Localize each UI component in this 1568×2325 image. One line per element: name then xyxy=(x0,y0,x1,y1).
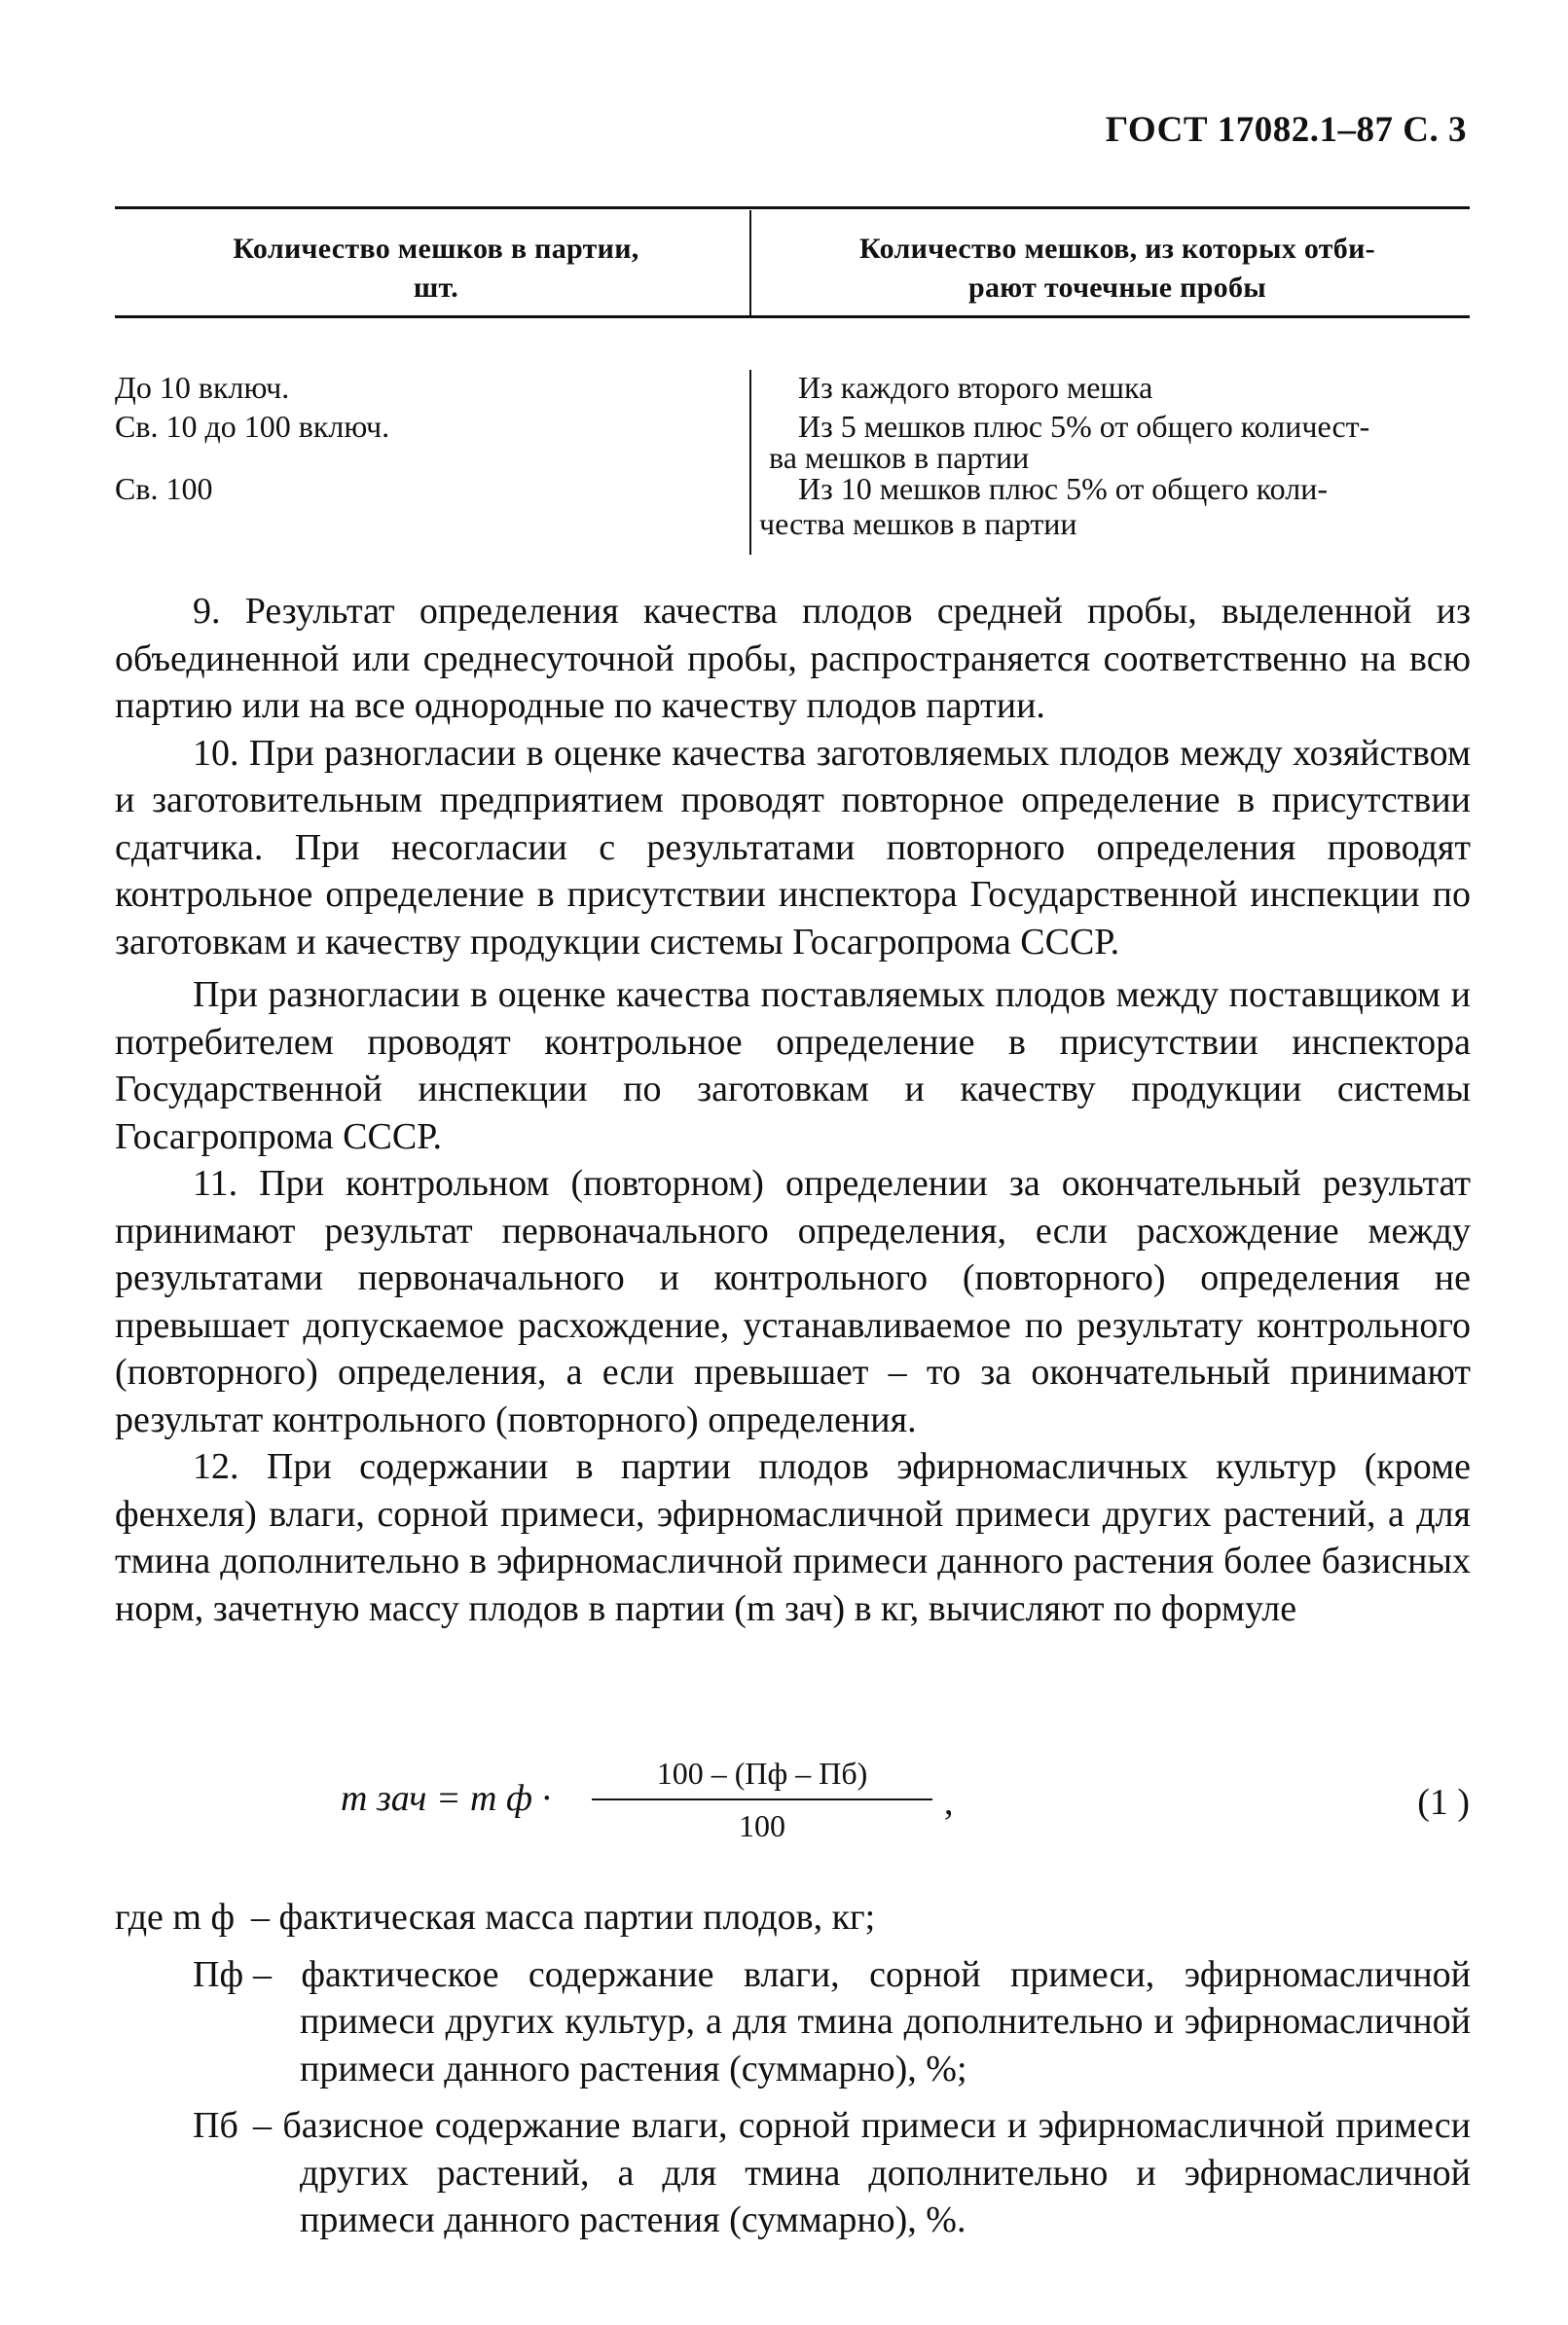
table-cell-rule: Из 10 мешков плюс 5% от общего коли- xyxy=(798,471,1328,506)
paragraph-9: 9. Результат определения качества плодов средней пробы, выделенной из объединенной или среднесуточной пробы, распространяется соответственно на всю партию или на все однородные по качеству плодов партии. xyxy=(115,591,1471,726)
table-header-bag-count: Количество мешков в партии, шт. xyxy=(233,233,639,304)
formula-numerator: 100 – (Пф – Пб) xyxy=(656,1756,868,1791)
definition-symbol: Пф xyxy=(193,1953,244,1995)
definition-p-f xyxy=(115,1951,1471,2093)
table-cell-rule: Из 5 мешков плюс 5% от общего количест- xyxy=(798,409,1370,444)
formula-denominator: 100 xyxy=(739,1808,785,1843)
formula-1 xyxy=(341,1752,1470,1859)
formula-comma: , xyxy=(944,1782,954,1823)
formula-fraction xyxy=(592,1752,932,1845)
definition-text: – фактическое содержание влаги, сорной примеси, эфирномасличной примеси других культур, а для тмина дополнительно и эфирномасличной примеси данного растения (суммарно), %; xyxy=(253,1953,1471,2089)
table-top-rule xyxy=(115,206,1470,209)
formula-lhs: m зач = m ф · xyxy=(341,1778,551,1819)
paragraph-10: 10. При разногласии в оценке качества заготовляемых плодов между хозяйством и заготовительным предприятием проводят повторное определение в присутствии сдатчика. При несогласии с результатами повторного определения проводят контрольное определение в присутствии инспектора Государственной инспекции по заготовкам и качеству продукции системы Госагропрома СССР. xyxy=(115,732,1471,963)
table-cell-rule: Из каждого второго мешка xyxy=(798,370,1153,405)
definition-symbol: где m ф xyxy=(115,1897,236,1938)
table-header-divider xyxy=(749,210,751,315)
definition-p-b xyxy=(115,2102,1471,2244)
page-header: ГОСТ 17082.1–87 С. 3 xyxy=(1105,110,1467,150)
table-cell-range: До 10 включ. xyxy=(115,370,290,405)
paragraph-10-cont: При разногласии в оценке качества поставляемых плодов между поставщиком и потребителем проводят контрольное определение в присутствии инспектора Государственной инспекции по заготовкам и качеству продукции системы Госагропрома СССР. xyxy=(115,974,1471,1157)
fraction-bar xyxy=(592,1798,932,1800)
table-header-sampled-bags: Количество мешков, из которых отби- рают точечные пробы xyxy=(859,233,1375,304)
paragraph-11: 11. При контрольном (повторном) определении за окончательный результат принимают результат первоначального определения, если расхождение между результатами первоначального и контрольного (повторного) определения не превышает допускаемое расхождение, устанавливаемое по результату контрольного (повторного) определения, а если превышает – то за окончательный принимают результат контрольного (повторного) определения. xyxy=(115,1163,1471,1440)
formula-definitions xyxy=(115,1894,1471,2254)
table-cell-rule-cont: чества мешков в партии xyxy=(759,506,1077,541)
definition-m-f xyxy=(115,1894,1471,1942)
table-cell-range: Св. 100 xyxy=(115,471,213,506)
table-header-rule xyxy=(115,315,1470,318)
paragraph-12: 12. При содержании в партии плодов эфирномасличных культур (кроме фенхеля) влаги, сорной примеси, эфирномасличной примеси других растений, а для тмина дополнительно в эфирномасличной примеси данного растения более базисных норм, зачетную массу плодов в партии (m зач) в кг, вычисляют по формуле xyxy=(115,1446,1471,1629)
table-cell-range: Св. 10 до 100 включ. xyxy=(115,409,390,444)
table-body-divider xyxy=(749,370,751,555)
formula-number: (1 ) xyxy=(1417,1782,1470,1823)
definition-text: – фактическая масса партии плодов, кг; xyxy=(251,1897,876,1938)
table-cell-rule-cont: ва мешков в партии xyxy=(769,440,1030,475)
body-text xyxy=(115,588,1471,1632)
definition-text: – базисное содержание влаги, сорной примеси и эфирномасличной примеси других растений, а для тмина дополнительно и эфирномасличной примеси данного растения (суммарно), %. xyxy=(253,2105,1471,2240)
definition-symbol: Пб xyxy=(193,2105,238,2146)
